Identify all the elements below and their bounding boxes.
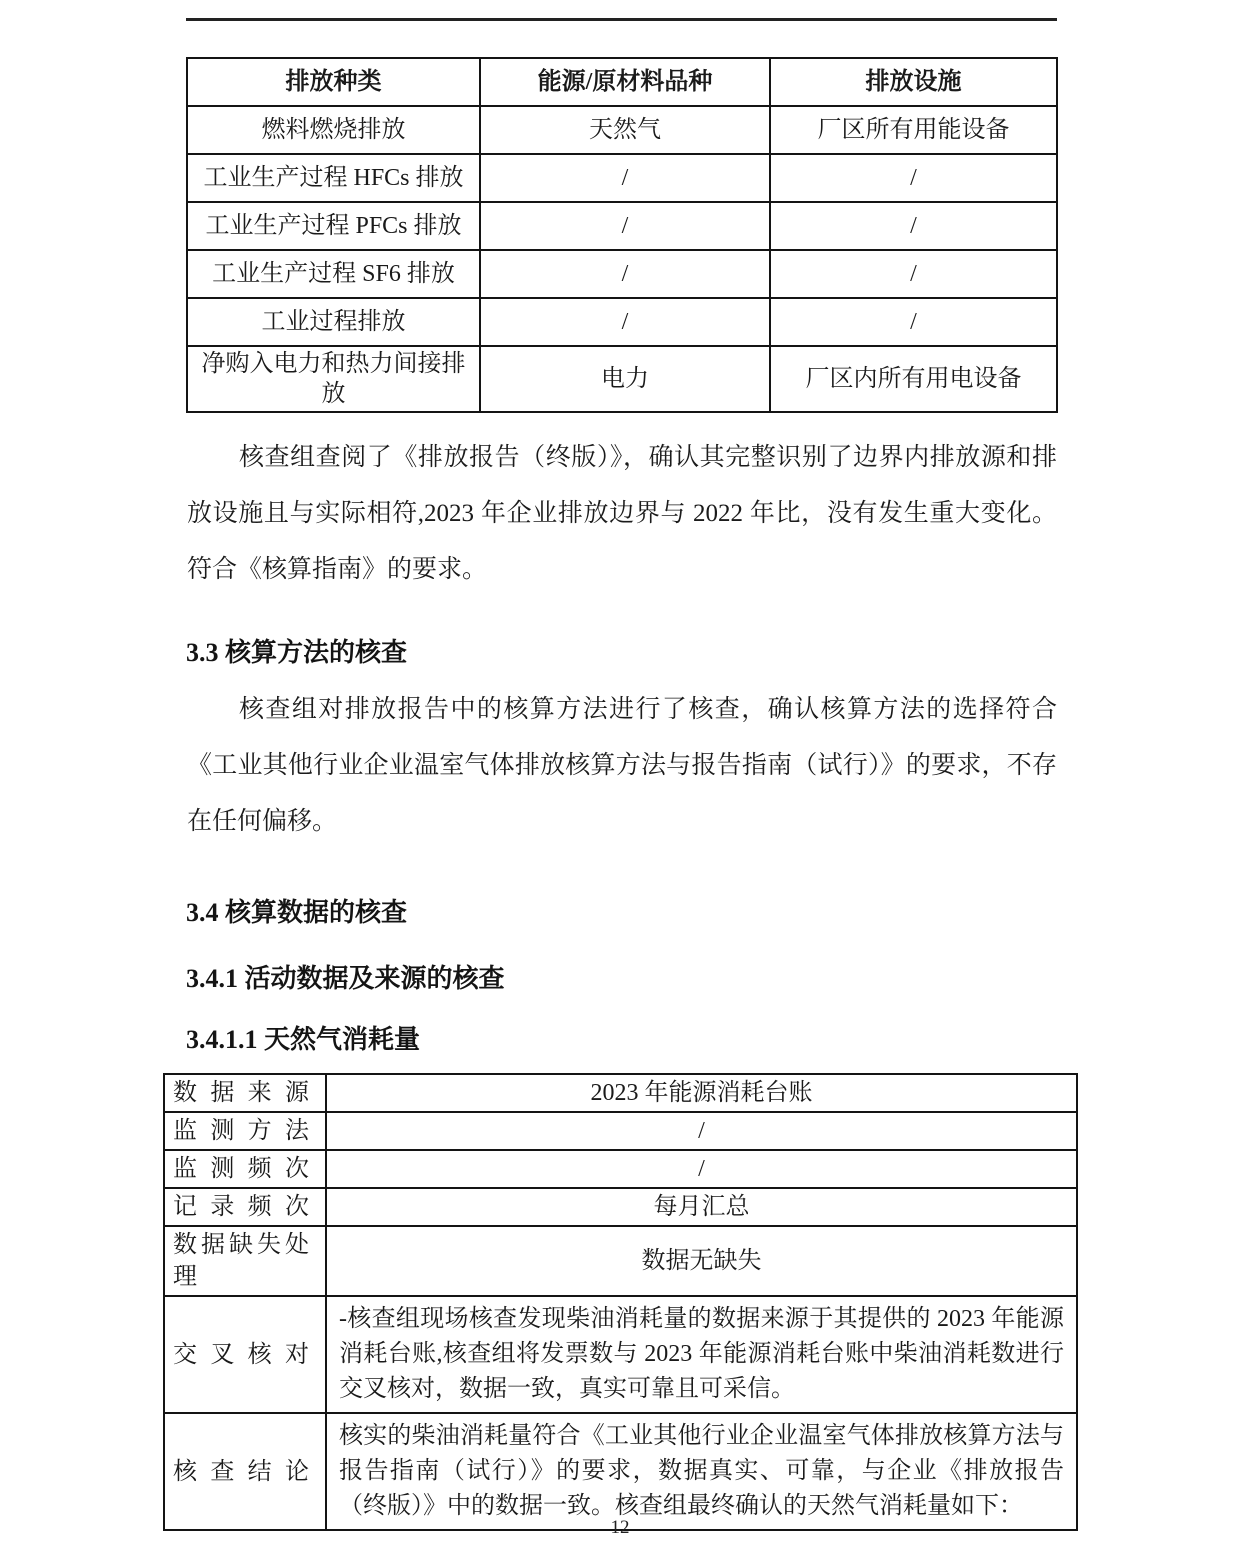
- table-row: [164, 1074, 1077, 1112]
- table-cell: /: [770, 154, 1057, 202]
- table-cell: 工业生产过程 SF6 排放: [187, 250, 480, 298]
- table-row: [187, 202, 1057, 250]
- row-value: 数据无缺失: [326, 1226, 1077, 1296]
- table-cell: 工业生产过程 HFCs 排放: [187, 154, 480, 202]
- column-header-energy-material: 能源/原材料品种: [480, 58, 770, 106]
- table-row: [164, 1296, 1077, 1413]
- table-cell: /: [480, 298, 770, 346]
- emission-sources-table: [186, 57, 1058, 413]
- heading-3-4-1-1: 3.4.1.1 天然气消耗量: [186, 1025, 421, 1054]
- table-cell: 天然气: [480, 106, 770, 154]
- heading-3-4: 3.4 核算数据的核查: [186, 898, 408, 927]
- table-cell: 净购入电力和热力间接排放: [187, 346, 480, 412]
- row-label-verification-conclusion: 核查结论: [164, 1413, 326, 1530]
- row-label-record-frequency: 记录频次: [164, 1188, 326, 1226]
- table-row: [187, 154, 1057, 202]
- table-cell: /: [770, 250, 1057, 298]
- row-value: /: [326, 1150, 1077, 1188]
- table-cell: /: [770, 202, 1057, 250]
- table-row: [164, 1188, 1077, 1226]
- table-row: [187, 346, 1057, 412]
- row-value: 2023 年能源消耗台账: [326, 1074, 1077, 1112]
- table-row: [187, 250, 1057, 298]
- paragraph-method-review: 核查组对排放报告中的核算方法进行了核查，确认核算方法的选择符合《工业其他行业企业温室气体排放核算方法与报告指南（试行）》的要求，不存在任何偏移。: [187, 696, 1057, 835]
- table-cell: 工业生产过程 PFCs 排放: [187, 202, 480, 250]
- row-label-monitoring-method: 监测方法: [164, 1112, 326, 1150]
- row-label-cross-check: 交叉核对: [164, 1296, 326, 1413]
- header-rule: [186, 18, 1057, 21]
- natural-gas-data-table: [163, 1073, 1078, 1531]
- row-value: /: [326, 1112, 1077, 1150]
- column-header-emission-type: 排放种类: [187, 58, 480, 106]
- table-row: [164, 1112, 1077, 1150]
- table-cell: /: [480, 202, 770, 250]
- table-row: [164, 1150, 1077, 1188]
- row-label-monitoring-frequency: 监测频次: [164, 1150, 326, 1188]
- row-label-data-source: 数据来源: [164, 1074, 326, 1112]
- row-value: 核实的柴油消耗量符合《工业其他行业企业温室气体排放核算方法与报告指南（试行）》的要求，数据真实、可靠，与企业《排放报告（终版）》中的数据一致。核查组最终确认的天然气消耗量如下：: [326, 1413, 1077, 1530]
- table-row: [187, 106, 1057, 154]
- table-row: [164, 1413, 1077, 1530]
- table-cell: 厂区所有用能设备: [770, 106, 1057, 154]
- table-cell: /: [770, 298, 1057, 346]
- row-label-missing-data-handling: 数据缺失处理: [164, 1226, 326, 1296]
- heading-3-3: 3.3 核算方法的核查: [186, 638, 408, 667]
- row-value: 每月汇总: [326, 1188, 1077, 1226]
- heading-3-4-1: 3.4.1 活动数据及来源的核查: [186, 964, 505, 993]
- table-header-row: [187, 58, 1057, 106]
- table-row: [187, 298, 1057, 346]
- table-cell: 燃料燃烧排放: [187, 106, 480, 154]
- row-value: -核查组现场核查发现柴油消耗量的数据来源于其提供的 2023 年能源消耗台账,核查组将发票数与 2023 年能源消耗台账中柴油消耗数进行交叉核对，数据一致，真实可靠且可采信。: [326, 1296, 1077, 1413]
- page-number: 12: [610, 1517, 630, 1538]
- paragraph-boundary-review: 核查组查阅了《排放报告（终版）》，确认其完整识别了边界内排放源和排放设施且与实际相符,2023 年企业排放边界与 2022 年比，没有发生重大变化。符合《核算指南》的要求。: [187, 444, 1057, 583]
- table-row: [164, 1226, 1077, 1296]
- table-cell: /: [480, 154, 770, 202]
- table-cell: 厂区内所有用电设备: [770, 346, 1057, 412]
- table-cell: /: [480, 250, 770, 298]
- table-cell: 工业过程排放: [187, 298, 480, 346]
- column-header-facility: 排放设施: [770, 58, 1057, 106]
- table-cell: 电力: [480, 346, 770, 412]
